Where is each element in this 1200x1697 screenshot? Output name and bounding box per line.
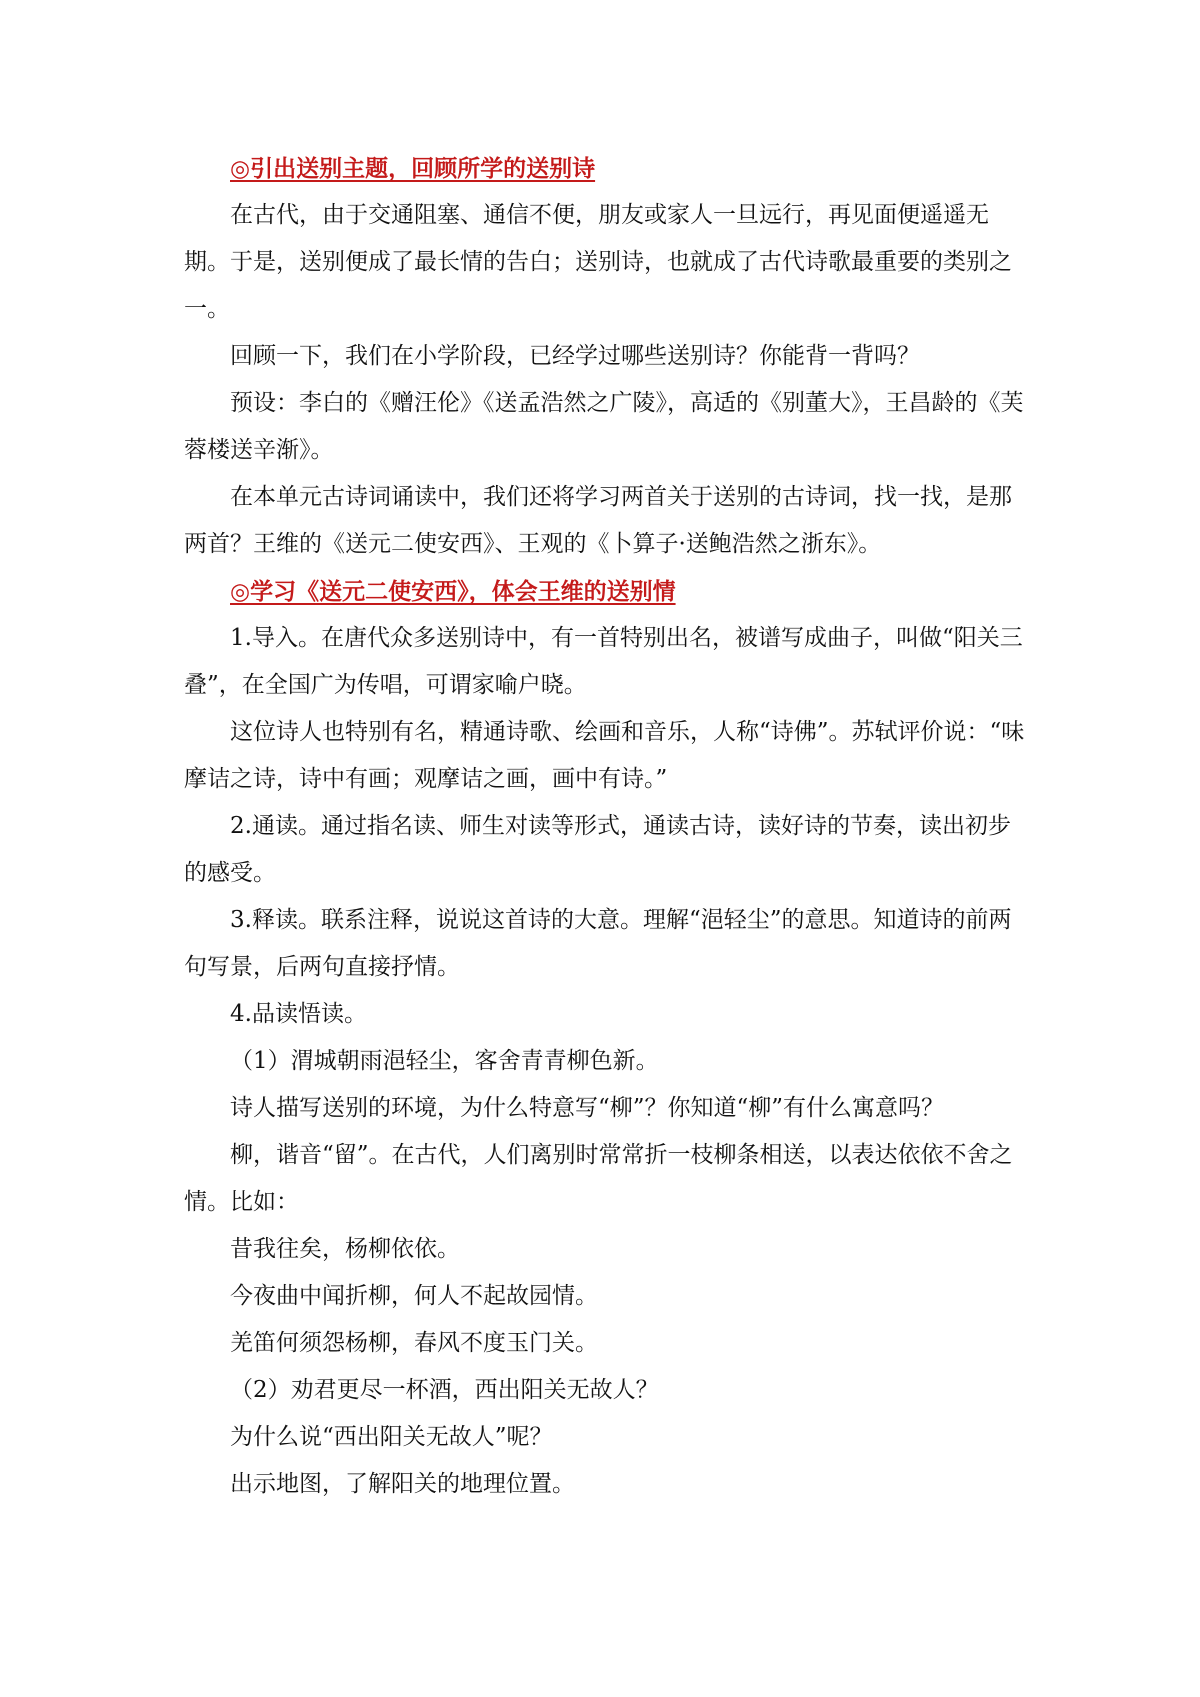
document-body (184, 145, 1026, 1508)
section-heading-wangwei-poem: ◎学习《送元二使安西》，体会王维的送别情 (230, 578, 676, 605)
paragraph: 预设：李白的《赠汪伦》《送孟浩然之广陵》，高适的《别董大》，王昌龄的《芙蓉楼送辛渐》。 (184, 390, 1024, 463)
paragraph: 3.释读。联系注释，说说这首诗的大意。理解“浥轻尘”的意思。知道诗的前两句写景，后两句直接抒情。 (184, 907, 1012, 980)
paragraph: 1.导入。在唐代众多送别诗中，有一首特别出名，被谱写成曲子，叫做“阳关三叠”，在全国广为传唱，可谓家喻户晓。 (184, 625, 1023, 698)
poem-line: 今夜曲中闻折柳，何人不起故园情。 (230, 1283, 598, 1309)
section-heading-farewell-theme: ◎引出送别主题，回顾所学的送别诗 (230, 155, 596, 182)
poem-line: （1）渭城朝雨浥轻尘，客舍青青柳色新。 (230, 1048, 659, 1074)
paragraph: 诗人描写送别的环境，为什么特意写“柳”？你知道“柳”有什么寓意吗？ (230, 1095, 945, 1121)
paragraph: 在本单元古诗词诵读中，我们还将学习两首关于送别的古诗词，找一找，是那两首？王维的《送元二使安西》、王观的《卜算子·送鲍浩然之浙东》。 (184, 484, 1012, 557)
paragraph: 2.通读。通过指名读、师生对读等形式，通读古诗，读好诗的节奏，读出初步的感受。 (184, 813, 1011, 886)
paragraph: 柳，谐音“留”。在古代，人们离别时常常折一枝柳条相送，以表达依依不舍之情。比如： (184, 1142, 1013, 1215)
paragraph: 在古代，由于交通阻塞、通信不便，朋友或家人一旦远行，再见面便遥遥无期。于是，送别便成了最长情的告白；送别诗，也就成了古代诗歌最重要的类别之一。 (184, 202, 1012, 322)
paragraph: 为什么说“西出阳关无故人”呢？ (230, 1424, 553, 1450)
paragraph: 4.品读悟读。 (230, 1001, 367, 1027)
paragraph: 这位诗人也特别有名，精通诗歌、绘画和音乐，人称“诗佛”。苏轼评价说：“味摩诘之诗，诗中有画；观摩诘之画，画中有诗。” (184, 719, 1025, 792)
poem-line: （2）劝君更尽一杯酒，西出阳关无故人？ (230, 1377, 659, 1403)
paragraph: 出示地图，了解阳关的地理位置。 (230, 1471, 575, 1497)
poem-line: 羌笛何须怨杨柳，春风不度玉门关。 (230, 1330, 598, 1356)
poem-line: 昔我往矣，杨柳依依。 (230, 1236, 460, 1262)
paragraph: 回顾一下，我们在小学阶段，已经学过哪些送别诗？你能背一背吗？ (230, 343, 920, 369)
